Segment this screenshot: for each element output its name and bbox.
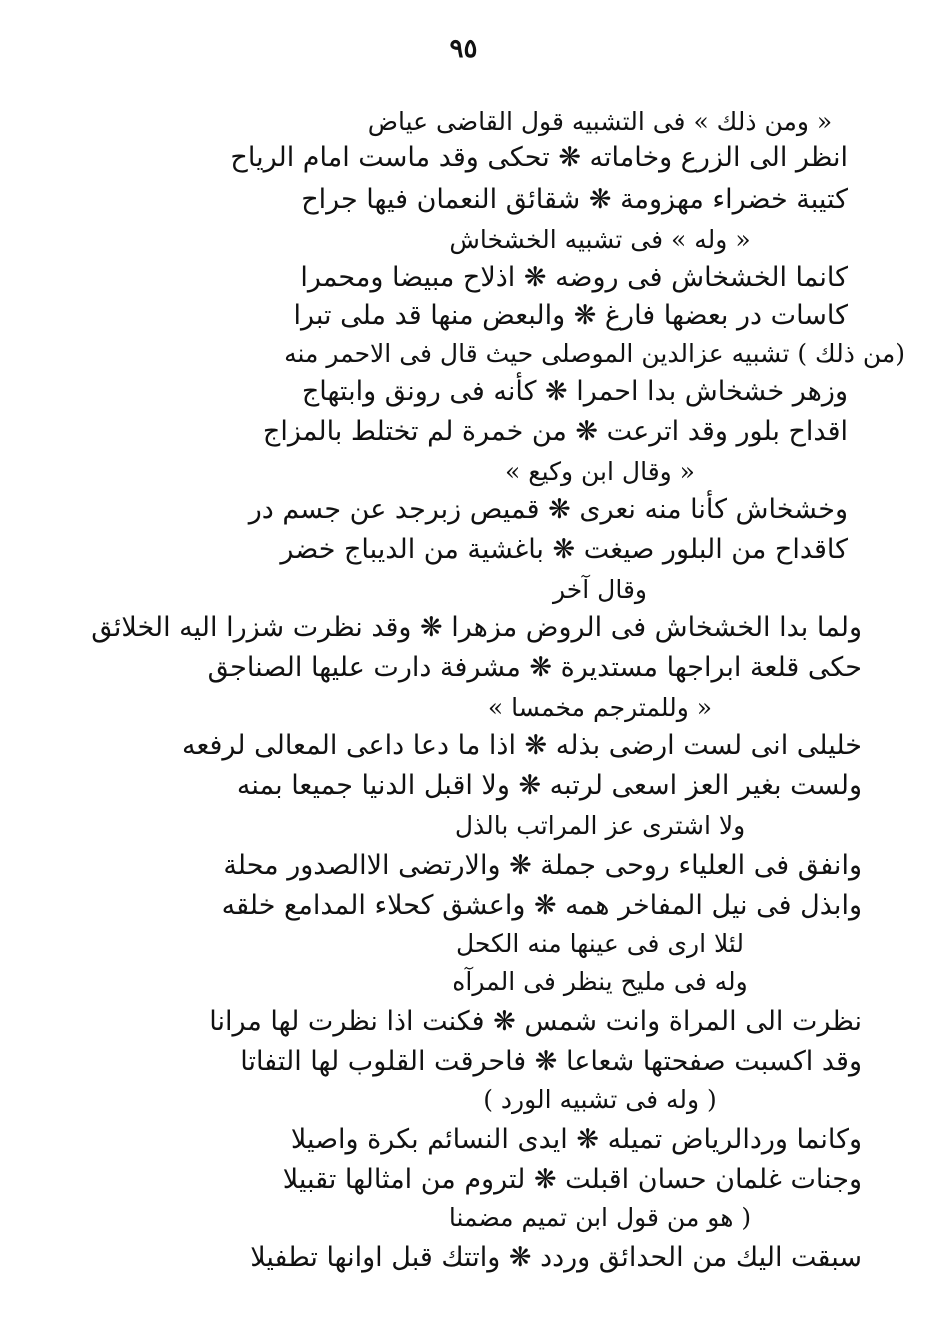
verse-line: كانما الخشخاش فى روضه ❋ اذلاح مبيضا ومحمرا [300,262,848,293]
section-heading: لئلا ارى فى عينها منه الكحل [455,929,745,958]
section-heading: « وللمترجم مخمسا » [487,693,713,722]
verse-line: حكى قلعة ابراجها مستديرة ❋ مشرفة دارت عليها الصناجق [207,652,862,683]
section-heading: ولا اشترى عز المراتب بالذل [454,811,746,840]
verse-line: كاقداح من البلور صيغت ❋ باغشية من الديباج خضر [280,534,848,565]
verse-line: سبقت اليك من الحدائق وردد ❋ واتتك قبل اوانها تطفيلا [250,1242,862,1273]
verse-line: خليلى انى لست ارضى بذله ❋ اذا ما دعا داعى المعالى لرفعه [181,730,862,761]
verse-line: نظرت الى المراة وانت شمس ❋ فكنت اذا نظرت لها مرانا [209,1006,862,1037]
verse-line: وخشخاش كأنا منه نعرى ❋ قميص زبرجد عن جسم در [248,494,848,525]
verse-line: ولست بغير العز اسعى لرتبه ❋ ولا اقبل الدنيا جميعا بمنه [236,770,862,801]
section-heading: « ومن ذلك » فى التشبيه قول القاضى عياض [367,107,833,136]
verse-line: كتيبة خضراء مهزومة ❋ شقائق النعمان فيها جراح [301,184,848,215]
section-heading: ( هو من قول ابن تميم مضمنا [448,1203,752,1232]
verse-line: وانفق فى العلياء روحى جملة ❋ والارتضى الاالصدور محلة [223,850,862,881]
section-heading: وله فى مليح ينظر فى المرآه [452,967,748,996]
verse-line: كاسات در بعضها فارغ ❋ والبعض منها قد ملى تبرا [293,300,848,331]
verse-line: اقداح بلور وقد اترعت ❋ من خمرة لم تختلط بالمزاج [262,416,848,447]
page-number: ٩٥ [449,34,478,64]
verse-line: وزهر خشخاش بدا احمرا ❋ كأنه فى رونق وابتهاج [301,376,848,407]
verse-line: وابذل فى نيل المفاخر همه ❋ واعشق كحلاء المدامع خلقه [221,890,862,921]
verse-line: وجنات غلمان حسان اقبلت ❋ لتروم من امثالها تقبيلا [282,1164,862,1195]
verse-line: انظر الى الزرع وخاماته ❋ تحكى وقد ماست امام الرياح [230,142,848,173]
section-heading: ( وله فى تشبيه الورد ) [483,1085,717,1114]
section-heading: (من ذلك ) تشبيه عزالدين الموصلى حيث قال فى الاحمر منه [284,339,905,368]
verse-line: وقد اكسبت صفحتها شعاعا ❋ فاحرقت القلوب لها التفاتا [240,1046,862,1077]
verse-line: ولما بدا الخشخاش فى الروض مزهرا ❋ وقد نظرت شزرا اليه الخلائق [91,612,862,643]
section-heading: « وقال ابن وكيع » [505,457,695,486]
section-heading: وقال آخر [553,575,647,604]
section-heading: « وله » فى تشبيه الخشخاش [449,225,751,254]
verse-line: وكانما وردالرياض تميله ❋ ايدى النسائم بكرة واصيلا [290,1124,862,1155]
